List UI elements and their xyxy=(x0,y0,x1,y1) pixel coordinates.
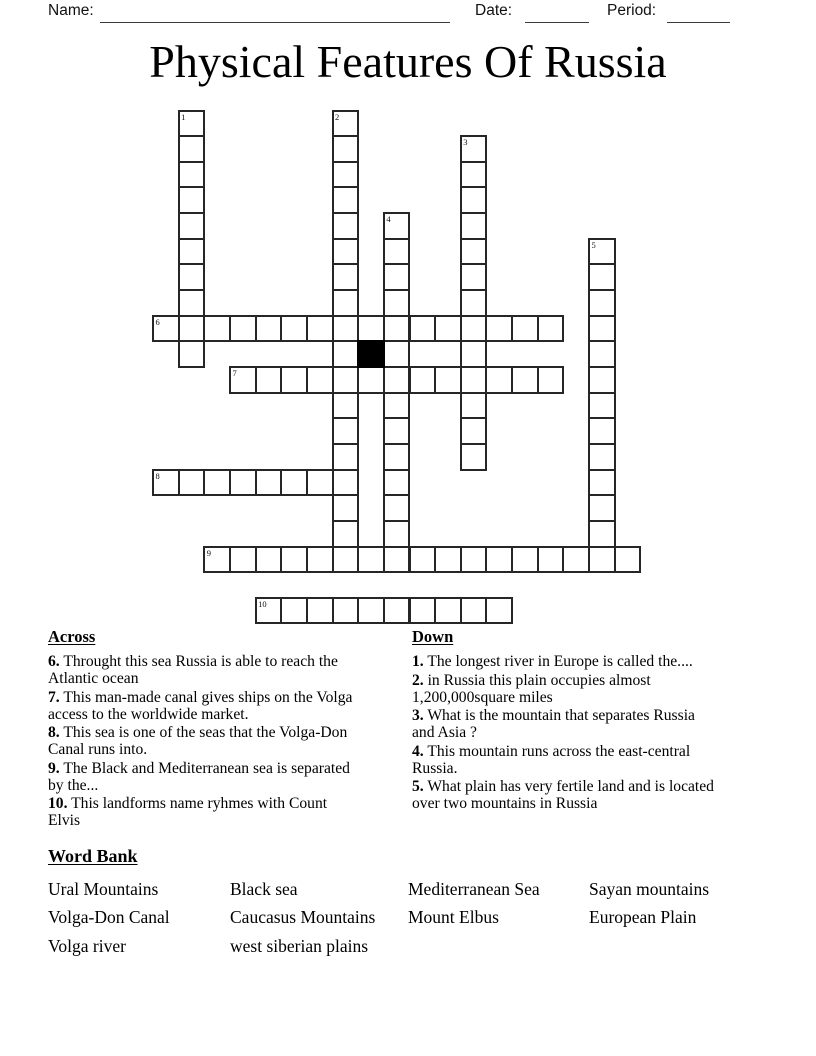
crossword-cell[interactable] xyxy=(203,469,231,497)
clue-item: 2. in Russia this plain occupies almost 1,200,000square miles xyxy=(412,671,651,706)
cell-number: 2 xyxy=(335,111,340,122)
word-bank-item: west siberian plains xyxy=(230,935,369,956)
word-bank-item: Volga-Don Canal xyxy=(48,907,170,928)
across-clue-list xyxy=(48,653,408,829)
crossword-cell[interactable] xyxy=(332,392,360,420)
crossword-cell[interactable] xyxy=(178,315,206,343)
crossword-cell[interactable] xyxy=(588,340,616,368)
page-title: Physical Features Of Russia xyxy=(149,36,667,87)
crossword-cell[interactable] xyxy=(460,597,488,625)
crossword-cell[interactable] xyxy=(255,366,283,394)
black-cell xyxy=(357,340,385,368)
crossword-cell[interactable] xyxy=(537,315,565,343)
crossword-cell[interactable] xyxy=(229,469,257,497)
cell-number: 1 xyxy=(181,111,186,122)
crossword-cell[interactable] xyxy=(383,392,411,420)
crossword-cell[interactable] xyxy=(280,546,308,574)
cell-number: 4 xyxy=(386,214,391,225)
word-bank-column xyxy=(408,875,540,932)
crossword-cell[interactable] xyxy=(460,135,488,163)
crossword-cell[interactable] xyxy=(178,263,206,291)
crossword-cell[interactable] xyxy=(332,110,360,138)
cell-number: 3 xyxy=(463,137,468,148)
clue-number: 3. xyxy=(412,707,424,724)
crossword-cell[interactable] xyxy=(332,443,360,471)
cell-number: 5 xyxy=(591,239,596,250)
clue-item: 5. What plain has very fertile land and is located over two mountains in Russia xyxy=(412,778,714,812)
crossword-cell[interactable] xyxy=(614,546,642,574)
crossword-cell[interactable] xyxy=(460,546,488,574)
crossword-cell[interactable] xyxy=(255,469,283,497)
clue-number: 7. xyxy=(48,688,60,706)
crossword-cell[interactable] xyxy=(460,263,488,291)
word-bank-item: Caucasus Mountains xyxy=(230,907,376,928)
name-label: Name: xyxy=(48,2,94,19)
crossword-cell[interactable] xyxy=(306,315,334,343)
clue-number: 9. xyxy=(48,759,60,777)
clue-item: 7. This man-made canal gives ships on the Volga access to the worldwide market. xyxy=(48,688,353,723)
crossword-cell[interactable] xyxy=(588,494,616,522)
crossword-cell[interactable] xyxy=(203,546,231,574)
crossword-cell[interactable] xyxy=(332,135,360,163)
crossword-cell[interactable] xyxy=(306,469,334,497)
down-clues-section xyxy=(412,629,784,814)
clue-number: 10. xyxy=(48,795,68,812)
crossword-cell[interactable] xyxy=(460,212,488,240)
crossword-cell[interactable] xyxy=(460,443,488,471)
crossword-cell[interactable] xyxy=(357,366,385,394)
crossword-cell[interactable] xyxy=(332,366,360,394)
crossword-cell[interactable] xyxy=(383,340,411,368)
date-label: Date: xyxy=(475,2,513,19)
crossword-cell[interactable] xyxy=(178,110,206,138)
across-clues-section xyxy=(48,629,408,831)
crossword-cell[interactable] xyxy=(178,212,206,240)
crossword-cell[interactable] xyxy=(178,340,206,368)
crossword-cell[interactable] xyxy=(434,546,462,574)
crossword-cell[interactable] xyxy=(588,443,616,471)
crossword-cell[interactable] xyxy=(588,469,616,497)
clue-item: 1. The longest river in Europe is called the.... xyxy=(412,653,693,670)
crossword-cell[interactable] xyxy=(460,417,488,445)
crossword-cell[interactable] xyxy=(434,366,462,394)
crossword-cell[interactable] xyxy=(383,546,411,574)
crossword-cell[interactable] xyxy=(280,597,308,625)
crossword-cell[interactable] xyxy=(588,392,616,420)
word-bank-item: Volga river xyxy=(48,935,126,956)
crossword-cell[interactable] xyxy=(383,443,411,471)
crossword-cell[interactable] xyxy=(383,417,411,445)
crossword-cell[interactable] xyxy=(588,417,616,445)
crossword-cell[interactable] xyxy=(409,546,437,574)
crossword-cell[interactable] xyxy=(460,238,488,266)
crossword-cell[interactable] xyxy=(588,315,616,343)
crossword-cell[interactable] xyxy=(537,366,565,394)
crossword-cell[interactable] xyxy=(383,212,411,240)
crossword-cell[interactable] xyxy=(460,366,488,394)
crossword-cell[interactable] xyxy=(511,315,539,343)
word-bank-column xyxy=(48,875,170,960)
crossword-cell[interactable] xyxy=(357,315,385,343)
crossword-cell[interactable] xyxy=(383,289,411,317)
crossword-cell[interactable] xyxy=(152,469,180,497)
clue-number: 5. xyxy=(412,778,424,795)
cell-number: 8 xyxy=(155,470,160,481)
crossword-cell[interactable] xyxy=(255,315,283,343)
crossword-cell[interactable] xyxy=(485,597,513,625)
crossword-cell[interactable] xyxy=(357,546,385,574)
crossword-cell[interactable] xyxy=(511,546,539,574)
clue-item: 10. This landforms name ryhmes with Count Elvis xyxy=(48,795,328,829)
crossword-cell[interactable] xyxy=(383,263,411,291)
crossword-cell[interactable] xyxy=(460,315,488,343)
crossword-cell[interactable] xyxy=(588,546,616,574)
crossword-cell[interactable] xyxy=(460,161,488,189)
clue-number: 6. xyxy=(48,653,60,670)
across-heading: Across xyxy=(48,627,96,646)
crossword-cell[interactable] xyxy=(485,366,513,394)
crossword-cell[interactable] xyxy=(588,238,616,266)
crossword-cell[interactable] xyxy=(460,392,488,420)
crossword-cell[interactable] xyxy=(357,597,385,625)
down-clue-list xyxy=(412,653,784,812)
crossword-cell[interactable] xyxy=(255,597,283,625)
crossword-cell[interactable] xyxy=(332,238,360,266)
crossword-cell[interactable] xyxy=(485,315,513,343)
word-bank-item: Black sea xyxy=(230,879,298,899)
crossword-cell[interactable] xyxy=(383,494,411,522)
word-bank-item: European Plain xyxy=(589,907,697,928)
crossword-cell[interactable] xyxy=(332,315,360,343)
crossword-cell[interactable] xyxy=(306,546,334,574)
crossword-cell[interactable] xyxy=(460,186,488,214)
crossword-cell[interactable] xyxy=(383,315,411,343)
crossword-cell[interactable] xyxy=(332,494,360,522)
crossword-cell[interactable] xyxy=(588,366,616,394)
crossword-cell[interactable] xyxy=(588,520,616,548)
crossword-cell[interactable] xyxy=(203,315,231,343)
crossword-cell[interactable] xyxy=(332,520,360,548)
crossword-cell[interactable] xyxy=(332,263,360,291)
crossword-cell[interactable] xyxy=(332,597,360,625)
crossword-cell[interactable] xyxy=(383,238,411,266)
word-bank-item: Mediterranean Sea xyxy=(408,879,540,899)
crossword-cell[interactable] xyxy=(434,315,462,343)
period-label: Period: xyxy=(607,2,657,19)
clue-item: 6. Throught this sea Russia is able to reach the Atlantic ocean xyxy=(48,653,338,687)
crossword-cell[interactable] xyxy=(306,366,334,394)
crossword-cell[interactable] xyxy=(332,289,360,317)
clue-number: 4. xyxy=(412,742,424,760)
clue-item: 4. This mountain runs across the east-central Russia. xyxy=(412,742,691,777)
crossword-cell[interactable] xyxy=(460,289,488,317)
cell-number: 9 xyxy=(206,547,212,558)
crossword-cell[interactable] xyxy=(332,161,360,189)
clue-item: 8. This sea is one of the seas that the Volga-Don Canal runs into. xyxy=(48,724,348,758)
crossword-cell[interactable] xyxy=(460,340,488,368)
crossword-cell[interactable] xyxy=(152,315,180,343)
crossword-cell[interactable] xyxy=(332,186,360,214)
word-bank-item: Mount Elbus xyxy=(408,907,499,928)
clue-item: 9. The Black and Mediterranean sea is separated by the... xyxy=(48,759,350,794)
crossword-cell[interactable] xyxy=(332,469,360,497)
crossword-cell[interactable] xyxy=(178,238,206,266)
crossword-cell[interactable] xyxy=(306,597,334,625)
crossword-cell[interactable] xyxy=(588,289,616,317)
crossword-cell[interactable] xyxy=(332,417,360,445)
crossword-cell[interactable] xyxy=(383,520,411,548)
crossword-cell[interactable] xyxy=(255,546,283,574)
crossword-cell[interactable] xyxy=(332,546,360,574)
crossword-cell[interactable] xyxy=(332,340,360,368)
clue-number: 8. xyxy=(48,724,60,741)
word-bank-column xyxy=(589,875,709,932)
cell-number: 6 xyxy=(155,316,160,327)
word-bank-section xyxy=(48,846,788,956)
down-heading: Down xyxy=(412,627,454,646)
crossword-cell[interactable] xyxy=(229,315,257,343)
crossword-cell[interactable] xyxy=(511,366,539,394)
crossword-cell[interactable] xyxy=(409,315,437,343)
crossword-cell[interactable] xyxy=(178,161,206,189)
crossword-cell[interactable] xyxy=(537,546,565,574)
crossword-cell[interactable] xyxy=(409,597,437,625)
crossword-cell[interactable] xyxy=(280,315,308,343)
crossword-cell[interactable] xyxy=(409,366,437,394)
crossword-cell[interactable] xyxy=(280,469,308,497)
crossword-cell[interactable] xyxy=(588,263,616,291)
crossword-cell[interactable] xyxy=(383,366,411,394)
crossword-cell[interactable] xyxy=(434,597,462,625)
crossword-cell[interactable] xyxy=(178,135,206,163)
word-bank-heading: Word Bank xyxy=(48,846,138,866)
crossword-cell[interactable] xyxy=(332,212,360,240)
crossword-cell[interactable] xyxy=(229,366,257,394)
clue-number: 2. xyxy=(412,671,424,689)
crossword-cell[interactable] xyxy=(178,186,206,214)
cell-number: 7 xyxy=(232,368,237,378)
crossword-cell[interactable] xyxy=(229,546,257,574)
crossword-cell[interactable] xyxy=(383,469,411,497)
word-bank-item: Ural Mountains xyxy=(48,879,159,899)
crossword-cell[interactable] xyxy=(280,366,308,394)
word-bank-column xyxy=(230,875,375,960)
crossword-cell[interactable] xyxy=(485,546,513,574)
clue-number: 1. xyxy=(412,653,424,670)
word-bank-item: Sayan mountains xyxy=(589,879,710,899)
crossword-cell[interactable] xyxy=(178,469,206,497)
crossword-cell[interactable] xyxy=(178,289,206,317)
crossword-cell[interactable] xyxy=(383,597,411,625)
crossword-cell[interactable] xyxy=(562,546,590,574)
clue-item: 3. What is the mountain that separates Russia and Asia ? xyxy=(412,707,695,741)
cell-number: 10 xyxy=(258,598,267,609)
